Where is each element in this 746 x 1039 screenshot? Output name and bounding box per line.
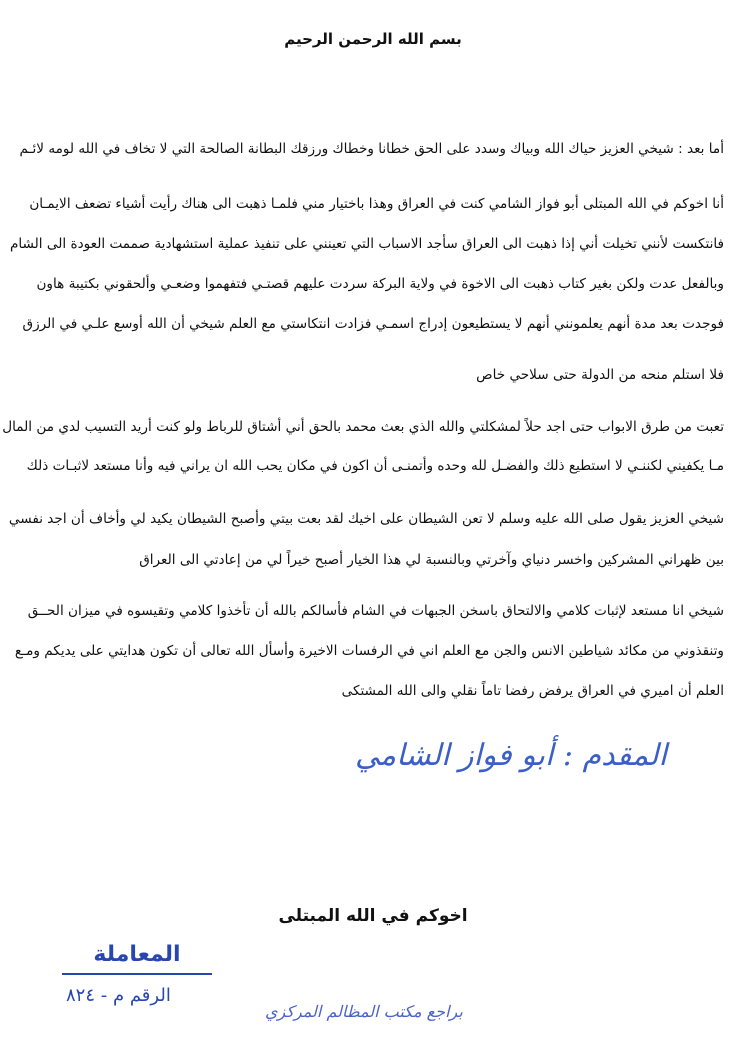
letter-line: وتنقذوني من مكائد شياطين الانس والجن مع العلم اني في الرفسات الاخيرة وأسأل الله تعالى أن تكون هدايتي على يديكم ومـع bbox=[14, 643, 724, 659]
letter-line: شيخي العزيز يقول صلى الله عليه وسلم لا تعن الشيطان على اخيك لقد بعت بيتي وأصبح الشيطان يكيد لي وأخاف أن اجد نفسي bbox=[8, 511, 724, 527]
basmala-heading: بسم الله الرحمن الرحيم bbox=[284, 30, 462, 48]
footer-handwritten-note: براجع مكتب المظالم المركزي bbox=[265, 1002, 463, 1021]
letter-line: تعبت من طرق الابواب حتى اجد حلاً لمشكلتي والله الذي بعث محمد بالحق أني أشتاق للرباط ولو كنت أريد التسيب لدي من المال bbox=[2, 419, 724, 435]
letter-line: بين ظهراني المشركين واخسر دنياي وآخرتي وبالنسبة لي هذا الخيار أصبح خيراً لي من إعادتي الى العراق bbox=[139, 552, 724, 568]
stamp-underline bbox=[62, 973, 212, 975]
letter-line: وبالفعل عدت ولكن بغير كتاب ذهبت الى الاخوة في ولاية البركة سردت عليهم قصتـي فتفهموا وضعـي وألحقوني بكتيبة هاون bbox=[36, 276, 724, 292]
handwritten-signature: المقدم : أبو فواز الشامي bbox=[355, 738, 667, 773]
letter-line: فانتكست لأنني تخيلت أني إذا ذهبت الى العراق سأجد الاسباب التي تعينني على تنفيذ عملية استشهادية صممت العودة الى الشام bbox=[9, 236, 724, 252]
letter-line: شيخي انا مستعد لإثبات كلامي والالتحاق باسخن الجبهات في الشام فأسالكم بالله أن تأخذوا كلامي وتقيسوه في ميزان الحــق bbox=[27, 603, 724, 619]
letter-line: العلم أن اميري في العراق يرفض رفضا تاماً نقلي والى الله المشتكى bbox=[341, 683, 724, 699]
letter-line: فوجدت بعد مدة أنهم يعلمونني أنهم لا يستطيعون إدراج اسمـي فزادت انتكاستي مع العلم شيخي أن الله أوسع علـي في الرزق bbox=[22, 316, 724, 332]
closing-line: اخوكم في الله المبتلى bbox=[278, 906, 468, 926]
letter-line: أنا اخوكم في الله المبتلى أبو فواز الشامي كنت في العراق وهذا باختيار مني فلمـا ذهبت الى هناك رأيت أشياء تضعف الايمـان bbox=[29, 196, 724, 212]
letter-line: فلا استلم منحه من الدولة حتى سلاحي خاص bbox=[476, 367, 724, 383]
stamp-label: المعاملة bbox=[93, 942, 181, 967]
letter-line: أما بعد : شيخي العزيز حياك الله وبياك وسدد على الحق خطانا وخطاك ورزقك البطانة الصالحة التي لا تخاف في الله لومه لائـم bbox=[19, 141, 724, 157]
letter-line: مـا يكفيني لكننـي لا استطيع ذلك والفضـل لله وحده وأتمنـى أن اكون في مكان يحب الله ان يراني فيه وأنا مستعد لاثبـات ذلك bbox=[26, 458, 724, 474]
reference-number: الرقم م - ٨٢٤ bbox=[66, 985, 171, 1006]
